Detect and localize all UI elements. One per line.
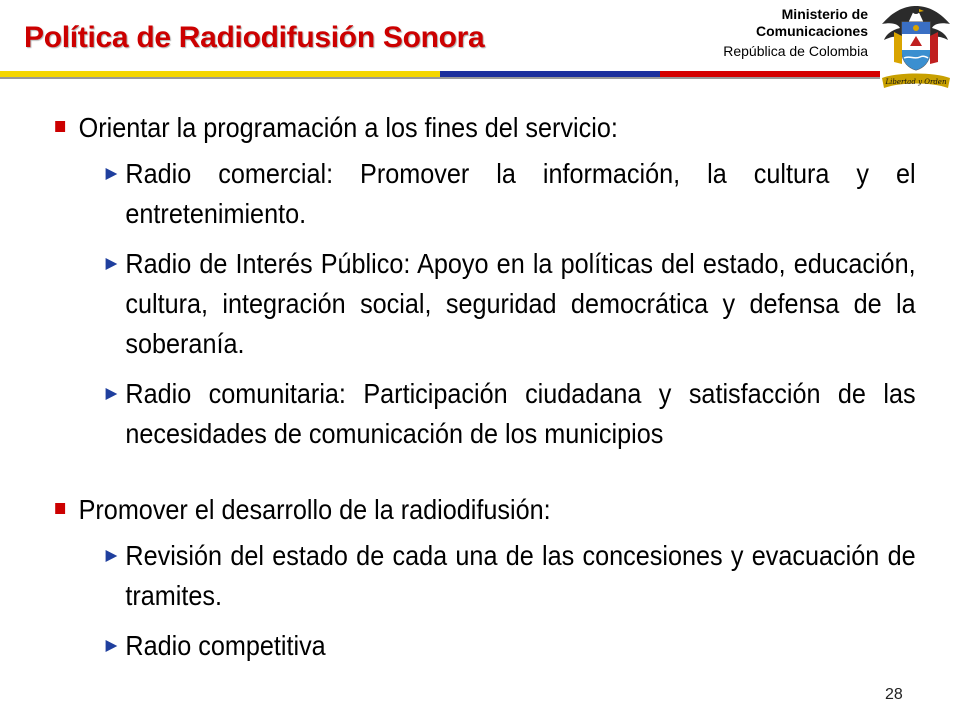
bullet-text: Orientar la programación a los fines del servicio: xyxy=(78,112,618,143)
sub-bullet-text: Radio competitiva xyxy=(125,630,326,661)
page-number: 28 xyxy=(885,686,903,703)
bullet-item xyxy=(48,490,916,666)
seal-motto: Libertad y Orden xyxy=(885,78,947,86)
sub-list xyxy=(79,536,916,666)
ministry-name-line1: Ministerio de xyxy=(781,6,868,22)
sub-bullet-item xyxy=(79,536,916,616)
republic-label: República de Colombia xyxy=(723,43,868,59)
bullet-item xyxy=(48,108,916,454)
blue-triangle-bullet-icon xyxy=(106,388,118,400)
sub-bullet-item xyxy=(79,244,916,364)
sub-bullet-text: Radio comunitaria: Participación ciudadana y satisfacción de las necesidades de comunicación de los municipios xyxy=(125,378,916,449)
blue-triangle-bullet-icon xyxy=(106,550,118,562)
colombian-coat-of-arms-icon xyxy=(878,2,954,94)
blue-triangle-bullet-icon xyxy=(106,640,118,652)
ministry-name-line2: Comunicaciones xyxy=(755,23,868,39)
sub-bullet-item xyxy=(79,154,916,234)
rule-shadow xyxy=(0,77,880,79)
sub-bullet-item xyxy=(79,374,916,454)
sub-bullet-text: Revisión del estado de cada una de las concesiones y evacuación de tramites. xyxy=(125,540,916,611)
blue-triangle-bullet-icon xyxy=(106,168,118,180)
red-square-bullet-icon xyxy=(55,121,65,132)
sub-bullet-item xyxy=(79,626,916,666)
sub-bullet-text: Radio de Interés Público: Apoyo en la políticas del estado, educación, cultura, integración social, seguridad democrática y defensa de la soberanía. xyxy=(125,248,916,359)
sub-bullet-text: Radio comercial: Promover la información, la cultura y el entretenimiento. xyxy=(125,158,916,229)
blue-triangle-bullet-icon xyxy=(106,258,118,270)
slide-title: Política de Radiodifusión Sonora xyxy=(24,21,485,54)
slide-content xyxy=(48,108,916,702)
ministry-block xyxy=(723,6,868,60)
bullet-text: Promover el desarrollo de la radiodifusión: xyxy=(78,494,551,525)
sub-list xyxy=(79,154,916,454)
red-square-bullet-icon xyxy=(55,503,65,514)
